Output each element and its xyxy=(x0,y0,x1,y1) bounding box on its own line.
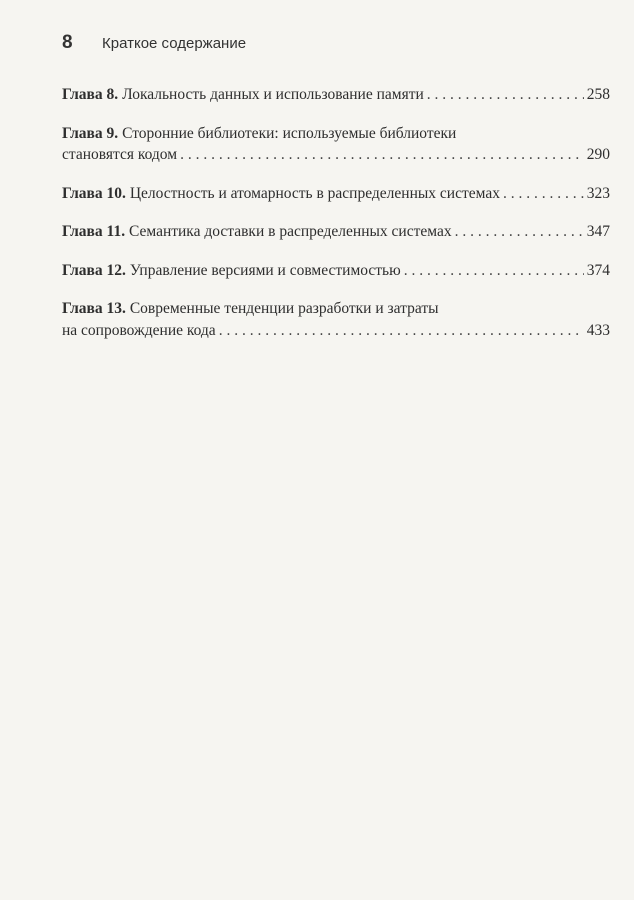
toc-title xyxy=(62,260,401,282)
dot-leader xyxy=(404,260,584,282)
chapter-label: Глава 9. xyxy=(62,124,119,142)
chapter-label: Глава 8. xyxy=(62,86,119,103)
toc-title-first-line xyxy=(62,298,610,320)
toc-entry-chapter-9[interactable] xyxy=(62,123,610,166)
toc-entry-chapter-12[interactable] xyxy=(62,260,610,282)
chapter-title: Целостность и атомарность в распределенных системах xyxy=(129,184,500,202)
page-ref: 323 xyxy=(586,184,610,202)
toc-entry-chapter-8[interactable] xyxy=(62,84,610,106)
toc-entry-chapter-10[interactable] xyxy=(62,183,610,205)
toc-line xyxy=(62,144,610,166)
chapter-title-continued: становятся кодом xyxy=(62,146,178,163)
toc-entry-chapter-13[interactable] xyxy=(62,298,610,341)
toc-line xyxy=(62,320,610,342)
dot-leader xyxy=(503,183,584,205)
chapter-title: Локальность данных и использование памяти xyxy=(122,86,424,103)
toc-line xyxy=(62,183,610,205)
page-number: 8 xyxy=(62,32,73,53)
page-ref: 290 xyxy=(586,146,610,163)
toc-title xyxy=(62,221,452,243)
chapter-title-continued: на сопровождение кода xyxy=(62,321,216,339)
dot-leader xyxy=(427,84,584,106)
table-of-contents xyxy=(62,84,610,358)
toc-line xyxy=(62,221,610,243)
toc-line xyxy=(62,260,610,282)
chapter-title: Семантика доставки в распределенных системах xyxy=(128,223,452,240)
chapter-title: Управление версиями и совместимостью xyxy=(129,261,401,279)
page-ref: 347 xyxy=(586,223,610,240)
toc-line xyxy=(62,84,610,106)
dot-leader xyxy=(180,144,584,166)
dot-leader xyxy=(219,320,584,342)
toc-entry-chapter-11[interactable] xyxy=(62,221,610,243)
page-ref: 258 xyxy=(586,86,610,103)
page-ref: 433 xyxy=(586,321,610,339)
chapter-label: Глава 10. xyxy=(62,184,126,202)
toc-title xyxy=(62,84,424,106)
toc-title-first-line xyxy=(62,123,610,145)
chapter-label: Глава 13. xyxy=(62,300,126,317)
running-head: Краткое содержание xyxy=(102,35,247,52)
dot-leader xyxy=(455,221,584,243)
toc-title xyxy=(62,183,500,205)
page-ref: 374 xyxy=(586,261,610,279)
chapter-title: Сторонние библиотеки: используемые библиотеки xyxy=(122,124,457,142)
chapter-label: Глава 11. xyxy=(62,223,126,240)
page-header xyxy=(62,32,246,54)
chapter-title: Современные тенденции разработки и затраты xyxy=(129,300,439,317)
chapter-label: Глава 12. xyxy=(62,261,126,279)
